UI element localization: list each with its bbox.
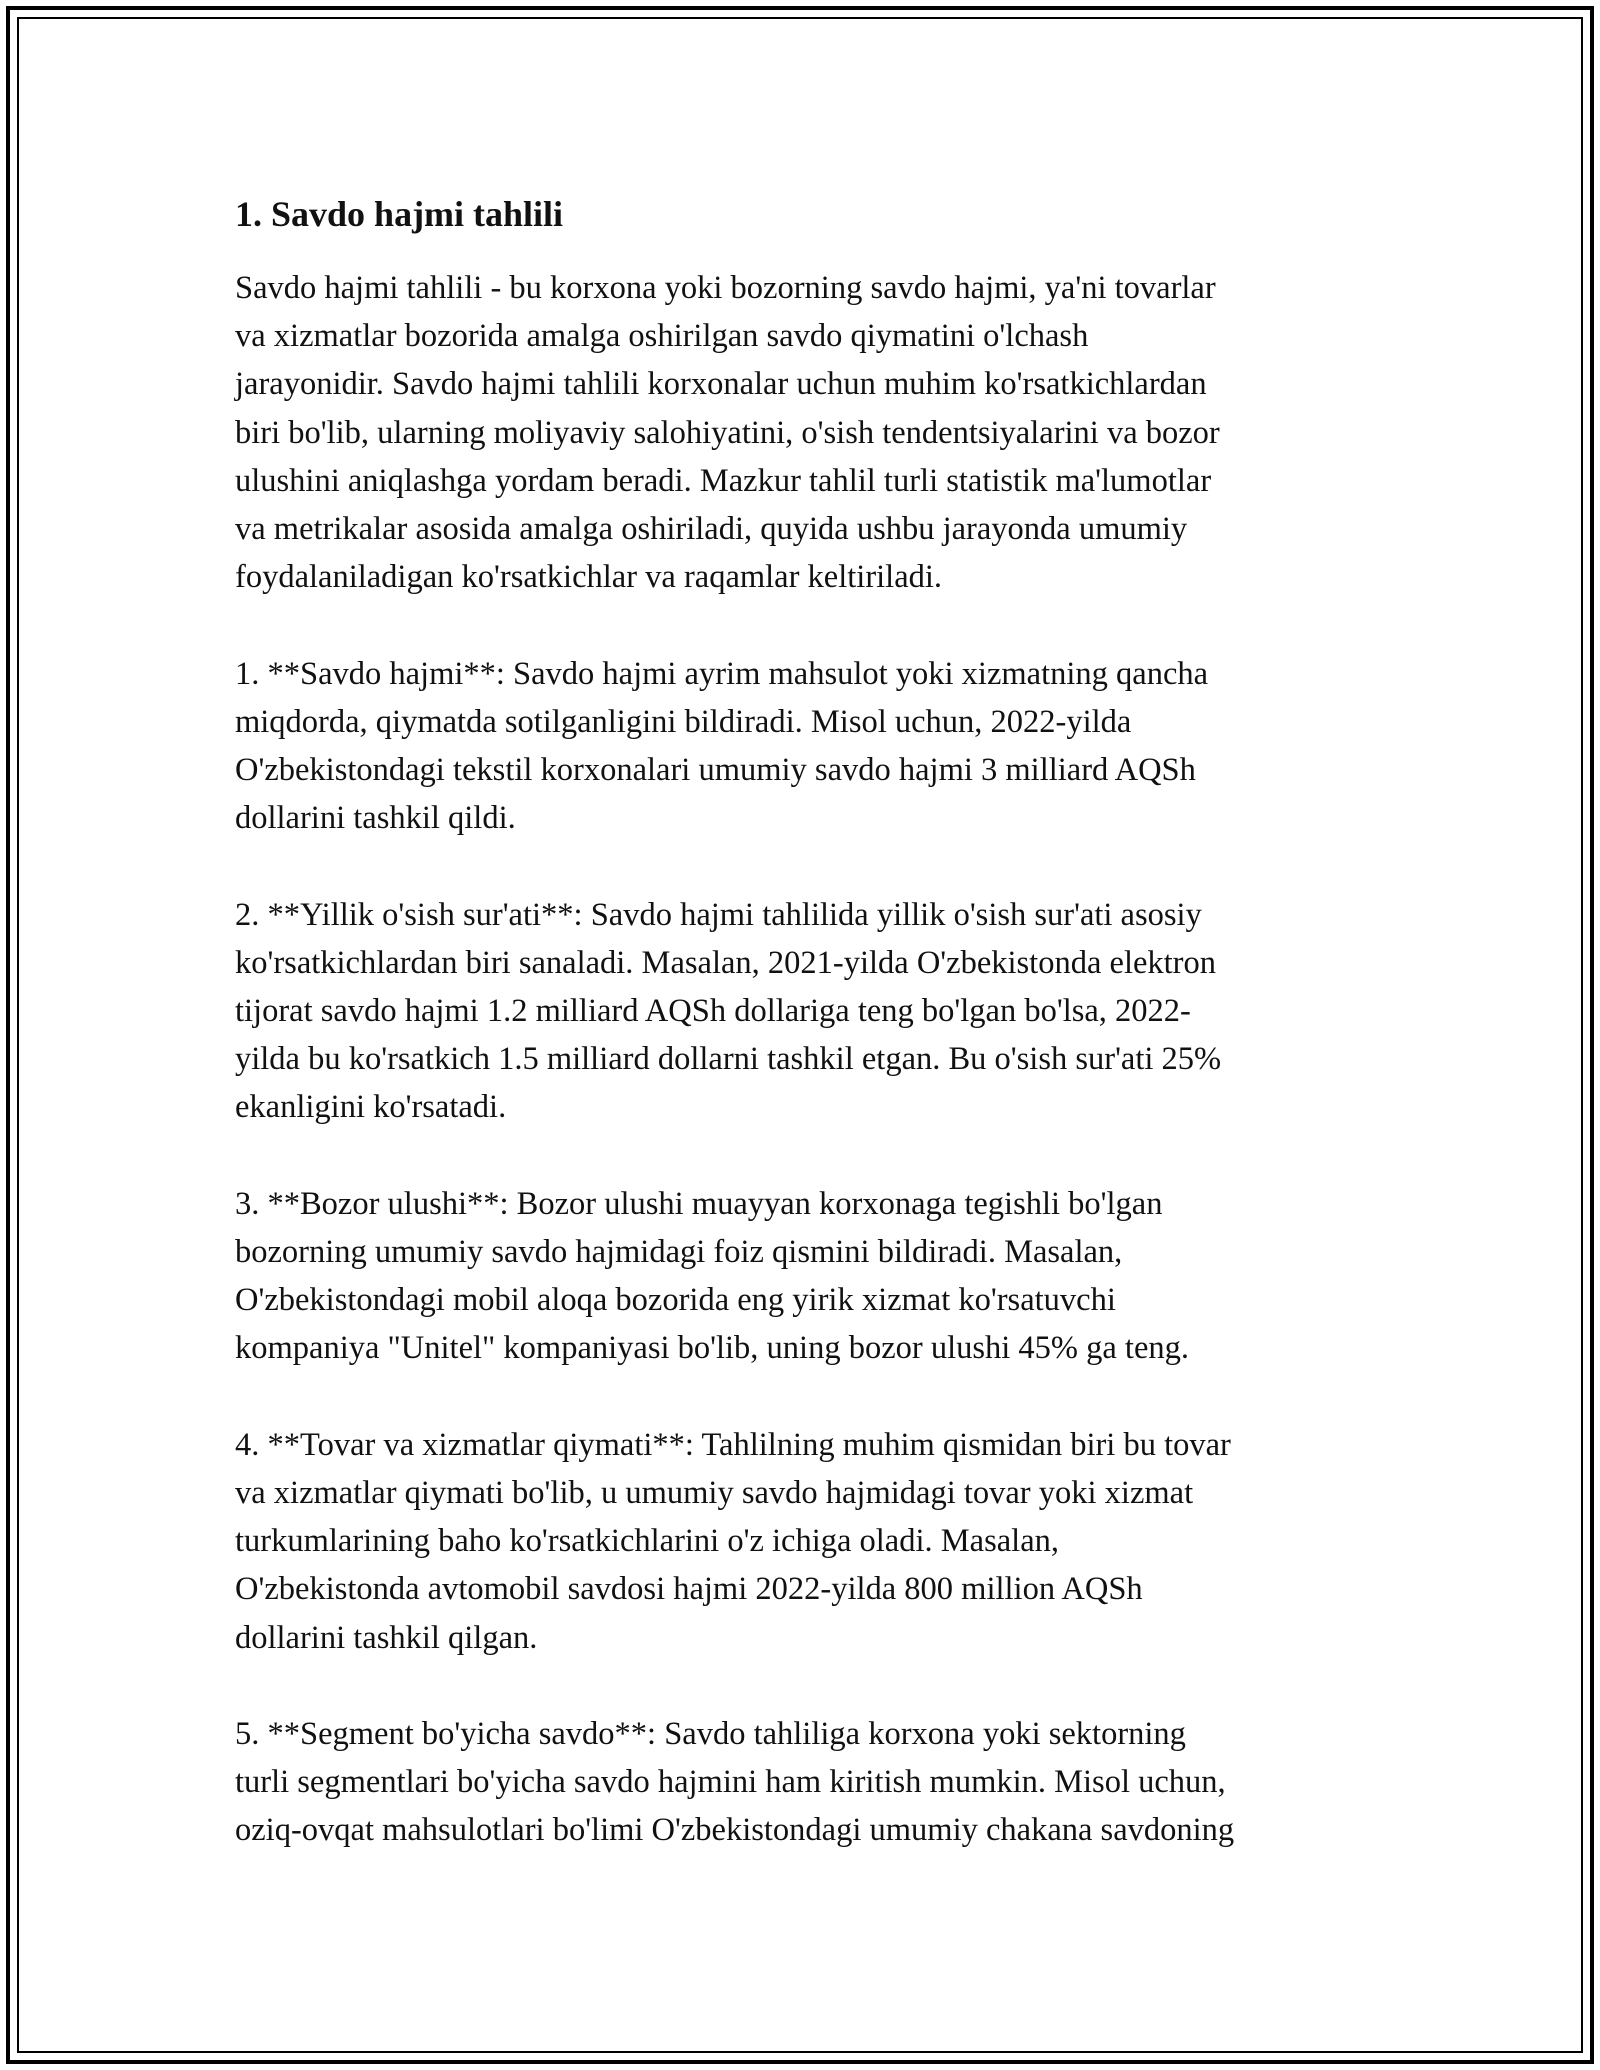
list-item-annual-growth: 2. **Yillik o'sish sur'ati**: Savdo hajmi tahlilida yillik o'sish sur'ati asosiy ko'rsatkichlardan biri sanaladi. Masalan, 2021-yilda O'zbekistonda elektron tijorat savdo hajmi 1.2 milliard AQSh dollariga teng bo'lgan bo'lsa, 2022- yilda bu ko'rsatkich 1.5 milliard dollarni tashkil etgan. Bu o'sish sur'ati 25% ekanligini ko'rsatadi. (235, 896, 1222, 1126)
list-item-trade-volume: 1. **Savdo hajmi**: Savdo hajmi ayrim mahsulot yoki xizmatning qancha miqdorda, qiymatda sotilganligini bildiradi. Misol uchun, 2022-yilda O'zbekistondagi tekstil korxonalari umumiy savdo hajmi 3 milliard AQSh dollarini tashkil qildi. (235, 655, 1209, 837)
section-heading: 1. Savdo hajmi tahlili (235, 194, 564, 234)
list-item-goods-services-value: 4. **Tovar va xizmatlar qiymati**: Tahlilning muhim qismidan biri bu tovar va xizmatlar qiymati bo'lib, u umumiy savdo hajmidagi tovar yoki xizmat turkumlarining baho ko'rsatkichlarini o'z ichiga oladi. Masalan, O'zbekistonda avtomobil savdosi hajmi 2022-yilda 800 million AQSh dollarini tashkil qilgan. (235, 1426, 1231, 1656)
intro-paragraph: Savdo hajmi tahlili - bu korxona yoki bozorning savdo hajmi, ya'ni tovarlar va xizmatlar bozorida amalga oshirilgan savdo qiymatini o'lchash jarayonidir. Savdo hajmi tahlili korxonalar uchun muhim ko'rsatkichlardan biri bo'lib, ularning moliyaviy salohiyatini, o'sish tendentsiyalarini va bozor ulushini aniqlashga yordam beradi. Mazkur tahlil turli statistik ma'lumotlar va metrikalar asosida amalga oshiriladi, quyida ushbu jarayonda umumiy foydalaniladigan ko'rsatkichlar va raqamlar keltiriladi. (235, 270, 1220, 596)
list-item-market-share: 3. **Bozor ulushi**: Bozor ulushi muayyan korxonaga tegishli bo'lgan bozorning umumiy savdo hajmidagi foiz qismini bildiradi. Masalan, O'zbekistondagi mobil aloqa bozorida eng yirik xizmat ko'rsatuvchi kompaniya "Unitel" kompaniyasi bo'lib, uning bozor ulushi 45% ga teng. (235, 1185, 1189, 1367)
list-item-segment-trade: 5. **Segment bo'yicha savdo**: Savdo tahliliga korxona yoki sektorning turli segmentlari bo'yicha savdo hajmini ham kiritish mumkin. Misol uchun, oziq-ovqat mahsulotlari bo'limi O'zbekistondagi umumiy chakana savdoning (235, 1716, 1235, 1849)
document-body (235, 190, 1375, 1903)
